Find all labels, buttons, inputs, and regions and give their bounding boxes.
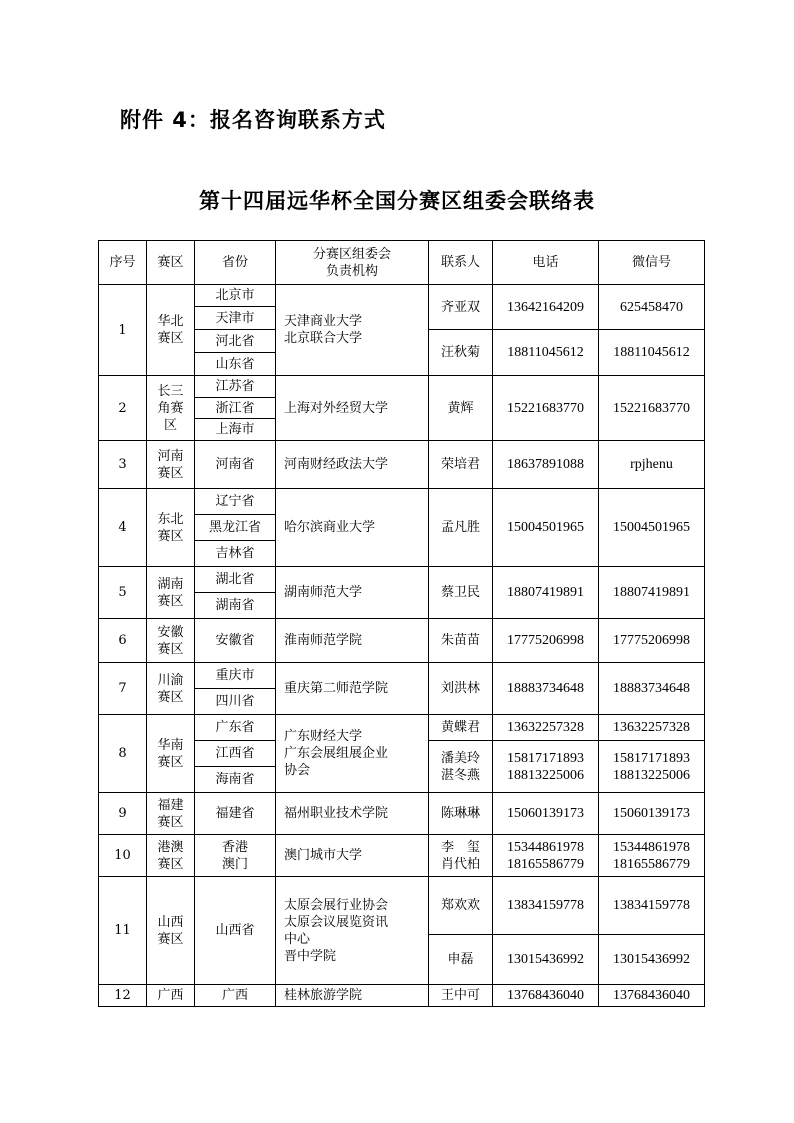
row-number: 4: [99, 489, 147, 567]
province-cell: 香港 澳门: [195, 835, 276, 877]
contact-name: 郑欢欢: [429, 877, 493, 935]
region-name: 华北 赛区: [147, 285, 195, 376]
province-cell: 江西省: [195, 741, 276, 767]
phone-number: 18637891088: [493, 441, 599, 489]
org-cell: 淮南师范学院: [276, 619, 429, 663]
row-number: 7: [99, 663, 147, 715]
phone-number: 18811045612: [493, 330, 599, 376]
wechat-id: 15060139173: [599, 793, 705, 835]
org-cell: 重庆第二师范学院: [276, 663, 429, 715]
phone-number: 13632257328: [493, 715, 599, 741]
table-title: 第十四届远华杯全国分赛区组委会联络表: [199, 189, 595, 213]
contact-name: 孟凡胜: [429, 489, 493, 567]
row-number: 8: [99, 715, 147, 793]
phone-number: 13642164209: [493, 285, 599, 330]
org-cell: 河南财经政法大学: [276, 441, 429, 489]
org-cell: 太原会展行业协会 太原会议展览资讯 中心 晋中学院: [276, 877, 429, 985]
province-cell: 湖北省: [195, 567, 276, 593]
contact-name: 潘美玲 湛冬燕: [429, 741, 493, 793]
row-number: 10: [99, 835, 147, 877]
province-cell: 辽宁省: [195, 489, 276, 515]
table-row: [99, 441, 705, 489]
province-cell: 北京市: [195, 285, 276, 307]
row-number: 12: [99, 985, 147, 1007]
contact-name: 荣培君: [429, 441, 493, 489]
phone-number: 15344861978 18165586779: [493, 835, 599, 877]
region-name: 广西: [147, 985, 195, 1007]
row-number: 9: [99, 793, 147, 835]
phone-number: 18807419891: [493, 567, 599, 619]
row-number: 3: [99, 441, 147, 489]
contact-name: 汪秋菊: [429, 330, 493, 376]
province-cell: 天津市: [195, 307, 276, 330]
province-cell: 山西省: [195, 877, 276, 985]
phone-number: 17775206998: [493, 619, 599, 663]
header-no: 序号: [99, 241, 147, 285]
wechat-id: 15221683770: [599, 376, 705, 441]
region-name: 河南 赛区: [147, 441, 195, 489]
region-name: 湖南 赛区: [147, 567, 195, 619]
wechat-id: 13834159778: [599, 877, 705, 935]
province-cell: 福建省: [195, 793, 276, 835]
org-cell: 福州职业技术学院: [276, 793, 429, 835]
contact-name: 齐亚双: [429, 285, 493, 330]
contact-name: 黄蝶君: [429, 715, 493, 741]
province-cell: 安徽省: [195, 619, 276, 663]
table-row: [99, 376, 705, 398]
phone-number: 18883734648: [493, 663, 599, 715]
contact-name: 刘洪林: [429, 663, 493, 715]
header-province: 省份: [195, 241, 276, 285]
org-cell: 广东财经大学 广东会展组展企业 协会: [276, 715, 429, 793]
phone-number: 15817171893 18813225006: [493, 741, 599, 793]
province-cell: 湖南省: [195, 593, 276, 619]
org-cell: 澳门城市大学: [276, 835, 429, 877]
header-phone: 电话: [493, 241, 599, 285]
contact-name: 申磊: [429, 935, 493, 985]
province-cell: 重庆市: [195, 663, 276, 689]
table-row: [99, 285, 705, 307]
region-name: 川渝 赛区: [147, 663, 195, 715]
wechat-id: 13768436040: [599, 985, 705, 1007]
table-row: [99, 715, 705, 741]
province-cell: 广东省: [195, 715, 276, 741]
province-cell: 广西: [195, 985, 276, 1007]
wechat-id: rpjhenu: [599, 441, 705, 489]
wechat-id: 15344861978 18165586779: [599, 835, 705, 877]
header-wechat: 微信号: [599, 241, 705, 285]
wechat-id: 625458470: [599, 285, 705, 330]
table-row: [99, 663, 705, 689]
wechat-id: 15817171893 18813225006: [599, 741, 705, 793]
wechat-id: 17775206998: [599, 619, 705, 663]
row-number: 2: [99, 376, 147, 441]
contact-name: 王中可: [429, 985, 493, 1007]
table-body: [99, 285, 705, 1007]
province-cell: 吉林省: [195, 541, 276, 567]
contact-table: [98, 240, 705, 1007]
province-cell: 海南省: [195, 767, 276, 793]
header-org: 分赛区组委会 负责机构: [276, 241, 429, 285]
row-number: 6: [99, 619, 147, 663]
header-contact: 联系人: [429, 241, 493, 285]
contact-name: 陈琳琳: [429, 793, 493, 835]
phone-number: 13768436040: [493, 985, 599, 1007]
wechat-id: 18807419891: [599, 567, 705, 619]
row-number: 5: [99, 567, 147, 619]
table-row: [99, 793, 705, 835]
table-row: [99, 567, 705, 593]
table-row: [99, 489, 705, 515]
province-cell: 河北省: [195, 330, 276, 353]
contact-name: 蔡卫民: [429, 567, 493, 619]
table-row: [99, 985, 705, 1007]
phone-number: 15221683770: [493, 376, 599, 441]
attachment-heading: 附件 4：报名咨询联系方式: [120, 108, 386, 132]
org-cell: 湖南师范大学: [276, 567, 429, 619]
province-cell: 山东省: [195, 353, 276, 376]
contact-name: 朱苗苗: [429, 619, 493, 663]
table-row: [99, 835, 705, 877]
phone-number: 15060139173: [493, 793, 599, 835]
org-cell: 桂林旅游学院: [276, 985, 429, 1007]
wechat-id: 13015436992: [599, 935, 705, 985]
phone-number: 15004501965: [493, 489, 599, 567]
contact-name: 黄辉: [429, 376, 493, 441]
org-cell: 上海对外经贸大学: [276, 376, 429, 441]
wechat-id: 18811045612: [599, 330, 705, 376]
wechat-id: 18883734648: [599, 663, 705, 715]
phone-number: 13834159778: [493, 877, 599, 935]
org-cell: 哈尔滨商业大学: [276, 489, 429, 567]
header-row: [99, 241, 705, 285]
region-name: 华南 赛区: [147, 715, 195, 793]
region-name: 福建 赛区: [147, 793, 195, 835]
row-number: 1: [99, 285, 147, 376]
row-number: 11: [99, 877, 147, 985]
province-cell: 浙江省: [195, 398, 276, 419]
table-row: [99, 877, 705, 935]
region-name: 东北 赛区: [147, 489, 195, 567]
org-cell: 天津商业大学 北京联合大学: [276, 285, 429, 376]
province-cell: 河南省: [195, 441, 276, 489]
province-cell: 四川省: [195, 689, 276, 715]
region-name: 港澳 赛区: [147, 835, 195, 877]
province-cell: 黑龙江省: [195, 515, 276, 541]
province-cell: 江苏省: [195, 376, 276, 398]
contact-name: 李 玺 肖代柏: [429, 835, 493, 877]
header-region: 赛区: [147, 241, 195, 285]
table-row: [99, 619, 705, 663]
phone-number: 13015436992: [493, 935, 599, 985]
wechat-id: 15004501965: [599, 489, 705, 567]
province-cell: 上海市: [195, 419, 276, 441]
wechat-id: 13632257328: [599, 715, 705, 741]
region-name: 长三 角赛 区: [147, 376, 195, 441]
region-name: 安徽 赛区: [147, 619, 195, 663]
region-name: 山西 赛区: [147, 877, 195, 985]
